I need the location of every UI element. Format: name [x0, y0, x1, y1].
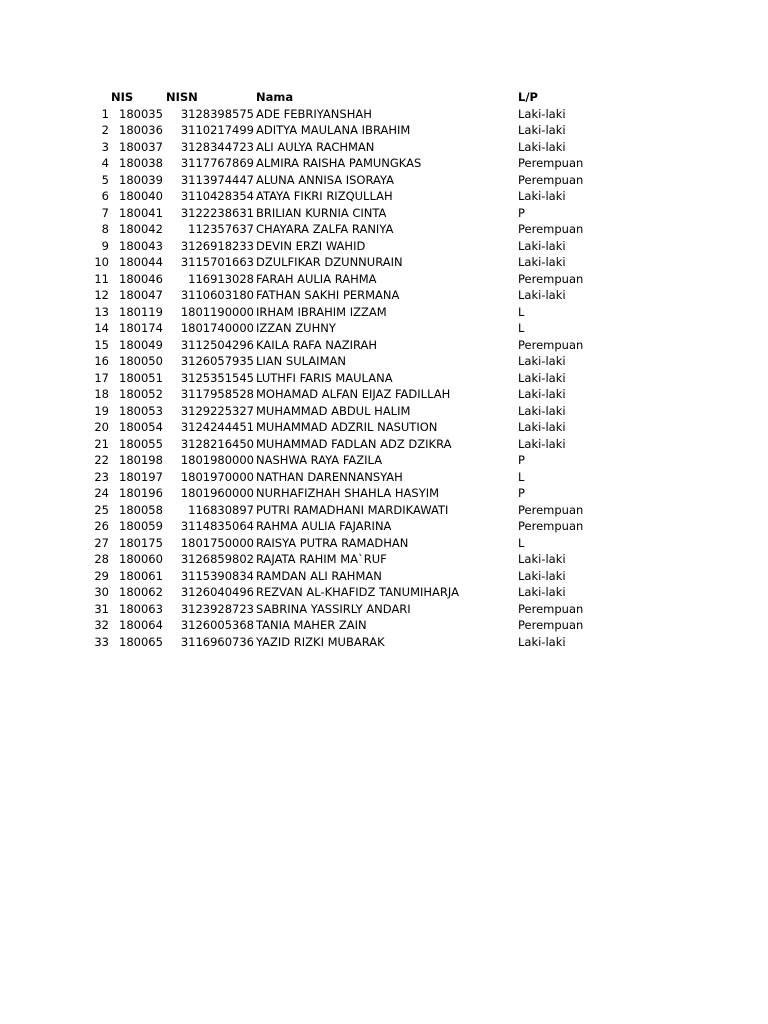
- nis-cell: 180061: [119, 568, 163, 583]
- row-number: 1: [101, 106, 109, 121]
- header-nis: NIS: [111, 90, 134, 104]
- nis-cell: 180062: [119, 585, 163, 599]
- nisn-cell: 3116960736: [180, 634, 254, 649]
- table-row: [0, 551, 768, 568]
- nis-cell: 180065: [119, 634, 163, 649]
- row-number: 17: [94, 370, 109, 385]
- row-number: 16: [94, 354, 109, 368]
- nama-cell: MUHAMMAD FADLAN ADZ DZIKRA: [256, 436, 452, 451]
- lp-cell: P: [518, 453, 525, 467]
- nama-cell: ALI AULYA RACHMAN: [256, 139, 375, 154]
- nis-cell: 180054: [119, 420, 163, 434]
- table-row: [0, 436, 768, 453]
- nisn-cell: 3126057935: [180, 354, 254, 368]
- nisn-cell: 3115701663: [180, 255, 254, 269]
- nis-cell: 180051: [119, 370, 163, 385]
- lp-cell: Laki-laki: [518, 139, 566, 154]
- row-number: 25: [94, 502, 109, 517]
- table-body: [0, 106, 768, 651]
- row-number: 23: [94, 469, 109, 484]
- nisn-cell: 3110217499: [180, 123, 254, 137]
- nama-cell: DEVIN ERZI WAHID: [256, 238, 366, 253]
- nis-cell: 180052: [119, 387, 163, 401]
- nisn-cell: 3128216450: [180, 436, 254, 451]
- lp-cell: Laki-laki: [518, 255, 566, 269]
- nisn-cell: 1801970000: [180, 469, 254, 484]
- nama-cell: FARAH AULIA RAHMA: [256, 271, 377, 286]
- nis-cell: 180036: [119, 123, 163, 137]
- nis-cell: 180046: [119, 271, 163, 286]
- lp-cell: L: [518, 304, 525, 319]
- nisn-cell: 3129225327: [180, 403, 254, 418]
- lp-cell: Perempuan: [518, 519, 584, 533]
- nisn-cell: 3113974447: [180, 172, 254, 187]
- table-row: [0, 155, 768, 172]
- nisn-cell: 3128398575: [180, 106, 254, 121]
- table-row: [0, 370, 768, 387]
- nama-cell: REZVAN AL-KHAFIDZ TANUMIHARJA: [256, 585, 459, 599]
- nisn-cell: 3110428354: [180, 189, 254, 203]
- table-row: [0, 254, 768, 271]
- student-table: [0, 89, 768, 650]
- lp-cell: Laki-laki: [518, 403, 566, 418]
- table-row: [0, 205, 768, 222]
- row-number: 5: [101, 172, 109, 187]
- lp-cell: Laki-laki: [518, 552, 566, 566]
- lp-cell: Perempuan: [518, 156, 584, 170]
- nama-cell: PUTRI RAMADHANI MARDIKAWATI: [256, 502, 449, 517]
- lp-cell: Laki-laki: [518, 288, 566, 302]
- row-number: 15: [94, 337, 109, 352]
- nis-cell: 180197: [119, 469, 163, 484]
- row-number: 7: [101, 205, 109, 220]
- nisn-cell: 3126918233: [180, 238, 254, 253]
- nama-cell: LIAN SULAIMAN: [256, 354, 346, 368]
- table-row: [0, 568, 768, 585]
- row-number: 32: [94, 618, 109, 632]
- lp-cell: Perempuan: [518, 172, 584, 187]
- nis-cell: 180049: [119, 337, 163, 352]
- row-number: 27: [94, 535, 109, 550]
- nisn-cell: 3124244451: [180, 420, 254, 434]
- nisn-cell: 1801960000: [180, 486, 254, 500]
- table-row: [0, 238, 768, 255]
- nis-cell: 180037: [119, 139, 163, 154]
- nis-cell: 180039: [119, 172, 163, 187]
- row-number: 2: [101, 123, 109, 137]
- nisn-cell: 1801190000: [180, 304, 254, 319]
- nis-cell: 180035: [119, 106, 163, 121]
- nama-cell: IRHAM IBRAHIM IZZAM: [256, 304, 387, 319]
- nisn-cell: 1801740000: [180, 321, 254, 335]
- nama-cell: FATHAN SAKHI PERMANA: [256, 288, 400, 302]
- nis-cell: 180058: [119, 502, 163, 517]
- row-number: 9: [101, 238, 109, 253]
- lp-cell: Laki-laki: [518, 370, 566, 385]
- nama-cell: ALMIRA RAISHA PAMUNGKAS: [256, 156, 422, 170]
- row-number: 12: [94, 288, 109, 302]
- row-number: 4: [101, 156, 109, 170]
- nama-cell: MOHAMAD ALFAN EIJAZ FADILLAH: [256, 387, 451, 401]
- lp-cell: Laki-laki: [518, 189, 566, 203]
- lp-cell: L: [518, 321, 525, 335]
- lp-cell: Laki-laki: [518, 387, 566, 401]
- nisn-cell: 3110603180: [180, 288, 254, 302]
- lp-cell: Laki-laki: [518, 634, 566, 649]
- lp-cell: Laki-laki: [518, 123, 566, 137]
- nis-cell: 180041: [119, 205, 163, 220]
- nama-cell: MUHAMMAD ABDUL HALIM: [256, 403, 411, 418]
- table-row: [0, 584, 768, 601]
- nis-cell: 180043: [119, 238, 163, 253]
- table-header: [0, 89, 768, 106]
- row-number: 26: [94, 519, 109, 533]
- nisn-cell: 3128344723: [180, 139, 254, 154]
- nisn-cell: 3122238631: [180, 205, 254, 220]
- nama-cell: RAJATA RAHIM MA`RUF: [256, 552, 387, 566]
- nama-cell: NATHAN DARENNANSYAH: [256, 469, 403, 484]
- nis-cell: 180040: [119, 189, 163, 203]
- nis-cell: 180064: [119, 618, 163, 632]
- nisn-cell: 3125351545: [180, 370, 254, 385]
- nama-cell: RAMDAN ALI RAHMAN: [256, 568, 382, 583]
- nis-cell: 180042: [119, 222, 163, 236]
- row-number: 19: [94, 403, 109, 418]
- row-number: 11: [94, 271, 109, 286]
- nama-cell: ADE FEBRIYANSHAH: [256, 106, 372, 121]
- table-row: [0, 304, 768, 321]
- table-row: [0, 452, 768, 469]
- table-row: [0, 172, 768, 189]
- nama-cell: ADITYA MAULANA IBRAHIM: [256, 123, 411, 137]
- row-number: 29: [94, 568, 109, 583]
- table-row: [0, 106, 768, 123]
- nisn-cell: 1801980000: [180, 453, 254, 467]
- header-nisn: NISN: [166, 90, 198, 104]
- header-lp: L/P: [518, 90, 538, 104]
- table-row: [0, 634, 768, 651]
- row-number: 30: [94, 585, 109, 599]
- row-number: 22: [94, 453, 109, 467]
- nama-cell: YAZID RIZKI MUBARAK: [256, 634, 385, 649]
- nama-cell: SABRINA YASSIRLY ANDARI: [256, 601, 411, 616]
- nis-cell: 180047: [119, 288, 163, 302]
- nis-cell: 180055: [119, 436, 163, 451]
- row-number: 6: [101, 189, 109, 203]
- nisn-cell: 3123928723: [180, 601, 254, 616]
- nis-cell: 180119: [119, 304, 163, 319]
- nis-cell: 180053: [119, 403, 163, 418]
- table-row: [0, 139, 768, 156]
- table-row: [0, 287, 768, 304]
- lp-cell: Laki-laki: [518, 354, 566, 368]
- nama-cell: RAHMA AULIA FAJARINA: [256, 519, 392, 533]
- lp-cell: Laki-laki: [518, 436, 566, 451]
- table-row: [0, 386, 768, 403]
- lp-cell: Perempuan: [518, 337, 584, 352]
- table-row: [0, 419, 768, 436]
- nis-cell: 180059: [119, 519, 163, 533]
- nis-cell: 180050: [119, 354, 163, 368]
- nisn-cell: 3126005368: [180, 618, 254, 632]
- row-number: 24: [94, 486, 109, 500]
- lp-cell: L: [518, 535, 525, 550]
- table-row: [0, 469, 768, 486]
- nama-cell: DZULFIKAR DZUNNURAIN: [256, 255, 403, 269]
- row-number: 13: [94, 304, 109, 319]
- table-row: [0, 320, 768, 337]
- nama-cell: MUHAMMAD ADZRIL NASUTION: [256, 420, 438, 434]
- lp-cell: L: [518, 469, 525, 484]
- lp-cell: Laki-laki: [518, 106, 566, 121]
- lp-cell: P: [518, 486, 525, 500]
- table-row: [0, 188, 768, 205]
- table-row: [0, 122, 768, 139]
- nisn-cell: 3126859802: [180, 552, 254, 566]
- table-row: [0, 353, 768, 370]
- table-row: [0, 502, 768, 519]
- row-number: 31: [94, 601, 109, 616]
- table-row: [0, 403, 768, 420]
- table-row: [0, 221, 768, 238]
- lp-cell: P: [518, 205, 525, 220]
- lp-cell: Perempuan: [518, 271, 584, 286]
- table-row: [0, 535, 768, 552]
- lp-cell: Laki-laki: [518, 585, 566, 599]
- table-row: [0, 617, 768, 634]
- nis-cell: 180174: [119, 321, 163, 335]
- nisn-cell: 3117767869: [180, 156, 254, 170]
- row-number: 14: [94, 321, 109, 335]
- nisn-cell: 112357637: [188, 222, 254, 236]
- table-row: [0, 271, 768, 288]
- lp-cell: Perempuan: [518, 502, 584, 517]
- nis-cell: 180175: [119, 535, 163, 550]
- header-nama: Nama: [256, 90, 294, 104]
- row-number: 8: [101, 222, 109, 236]
- nisn-cell: 3112504296: [180, 337, 254, 352]
- table-row: [0, 601, 768, 618]
- table-row: [0, 337, 768, 354]
- nama-cell: NASHWA RAYA FAZILA: [256, 453, 383, 467]
- nama-cell: TANIA MAHER ZAIN: [256, 618, 367, 632]
- nisn-cell: 3126040496: [180, 585, 254, 599]
- nisn-cell: 3115390834: [180, 568, 254, 583]
- row-number: 33: [94, 634, 109, 649]
- nis-cell: 180038: [119, 156, 163, 170]
- nama-cell: BRILIAN KURNIA CINTA: [256, 205, 387, 220]
- nisn-cell: 116830897: [188, 502, 254, 517]
- lp-cell: Perempuan: [518, 618, 584, 632]
- row-number: 21: [94, 436, 109, 451]
- row-number: 20: [94, 420, 109, 434]
- table-row: [0, 518, 768, 535]
- nisn-cell: 116913028: [188, 271, 254, 286]
- nis-cell: 180044: [119, 255, 163, 269]
- nis-cell: 180060: [119, 552, 163, 566]
- lp-cell: Laki-laki: [518, 420, 566, 434]
- nis-cell: 180196: [119, 486, 163, 500]
- lp-cell: Perempuan: [518, 601, 584, 616]
- row-number: 10: [94, 255, 109, 269]
- lp-cell: Perempuan: [518, 222, 584, 236]
- table-row: [0, 485, 768, 502]
- row-number: 3: [101, 139, 109, 154]
- nama-cell: KAILA RAFA NAZIRAH: [256, 337, 378, 352]
- row-number: 28: [94, 552, 109, 566]
- nama-cell: NURHAFIZHAH SHAHLA HASYIM: [256, 486, 440, 500]
- nama-cell: ATAYA FIKRI RIZQULLAH: [256, 189, 393, 203]
- nisn-cell: 3114835064: [180, 519, 254, 533]
- nama-cell: RAISYA PUTRA RAMADHAN: [256, 535, 409, 550]
- nama-cell: IZZAN ZUHNY: [256, 321, 336, 335]
- nis-cell: 180063: [119, 601, 163, 616]
- lp-cell: Laki-laki: [518, 238, 566, 253]
- nama-cell: CHAYARA ZALFA RANIYA: [256, 222, 394, 236]
- nis-cell: 180198: [119, 453, 163, 467]
- lp-cell: Laki-laki: [518, 568, 566, 583]
- nisn-cell: 1801750000: [180, 535, 254, 550]
- nama-cell: ALUNA ANNISA ISORAYA: [256, 172, 394, 187]
- nisn-cell: 3117958528: [180, 387, 254, 401]
- nama-cell: LUTHFI FARIS MAULANA: [256, 370, 393, 385]
- row-number: 18: [94, 387, 109, 401]
